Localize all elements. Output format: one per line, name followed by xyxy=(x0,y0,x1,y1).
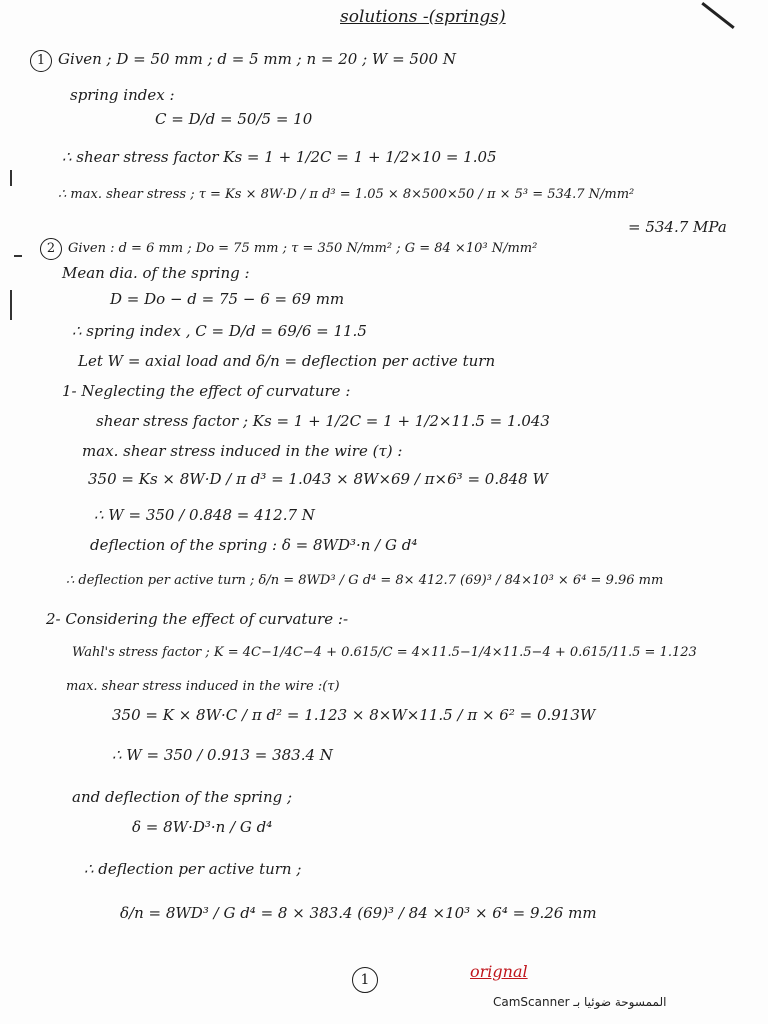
q2-deflection2-turn-label: ∴ deflection per active turn ; xyxy=(84,860,302,878)
q1-index-label: spring index : xyxy=(70,86,175,104)
camscanner-watermark: CamScanner الممسوحة ضوئيا بـ xyxy=(493,995,667,1009)
q2-w1: ∴ W = 350 / 0.848 = 412.7 N xyxy=(94,506,315,524)
q2-ks-line: shear stress factor ; Ks = 1 + 1/2C = 1 + 1/2×11.5 = 1.043 xyxy=(96,412,550,430)
page-title: solutions -(springs) xyxy=(340,7,506,27)
page-number: 1 xyxy=(352,967,378,993)
margin-mark xyxy=(10,290,12,320)
q2-number: 2 xyxy=(40,238,62,260)
q1-given: Given ; D = 50 mm ; d = 5 mm ; n = 20 ; W = 500 N xyxy=(58,50,456,68)
margin-mark xyxy=(10,170,12,186)
q2-part2-heading: 2- Considering the effect of curvature :- xyxy=(46,610,349,628)
q2-part1-heading: 1- Neglecting the effect of curvature : xyxy=(62,382,351,400)
q1-max-shear: ∴ max. shear stress ; τ = Ks × 8W·D / π d³ = 1.05 × 8×500×50 / π × 5³ = 534.7 N/mm² xyxy=(58,187,635,202)
original-stamp: orignal xyxy=(470,962,528,981)
q2-max-shear2-label: max. shear stress induced in the wire :(τ) xyxy=(66,679,340,694)
pen-mark xyxy=(701,2,734,29)
q2-given-line xyxy=(40,238,537,260)
q2-eq2: 350 = K × 8W·C / π d² = 1.123 × 8×W×11.5 / π × 6² = 0.913W xyxy=(112,706,596,724)
margin-mark xyxy=(14,255,22,257)
q2-D-eq: D = Do − d = 75 − 6 = 69 mm xyxy=(110,290,345,308)
q2-given: Given : d = 6 mm ; Do = 75 mm ; τ = 350 N/mm² ; G = 84 ×10³ N/mm² xyxy=(68,241,538,256)
q2-deflection2-eq: δ = 8W·D³·n / G d⁴ xyxy=(132,818,273,836)
q2-deflection2-label: and deflection of the spring ; xyxy=(72,788,293,806)
q2-max-shear-label: max. shear stress induced in the wire (τ) : xyxy=(82,442,403,460)
q1-result: = 534.7 MPa xyxy=(628,218,727,236)
q2-deflection-label: deflection of the spring : δ = 8WD³·n / G d⁴ xyxy=(90,536,418,554)
q1-number: 1 xyxy=(30,50,52,72)
q1-shear-factor: ∴ shear stress factor Ks = 1 + 1/2C = 1 + 1/2×10 = 1.05 xyxy=(62,148,497,166)
q2-w2: ∴ W = 350 / 0.913 = 383.4 N xyxy=(112,746,333,764)
q2-mean-dia-label: Mean dia. of the spring : xyxy=(62,264,250,282)
q2-index-eq: ∴ spring index , C = D/d = 69/6 = 11.5 xyxy=(72,322,367,340)
q2-let-line: Let W = axial load and δ/n = deflection per active turn xyxy=(78,352,496,370)
q2-wahl-line: Wahl's stress factor ; K = 4C−1/4C−4 + 0.615/C = 4×11.5−1/4×11.5−4 + 0.615/11.5 = 1.123 xyxy=(72,645,697,660)
q2-deflection2-turn: δ/n = 8WD³ / G d⁴ = 8 × 383.4 (69)³ / 84 ×10³ × 6⁴ = 9.26 mm xyxy=(120,904,597,922)
q1-given-line xyxy=(30,50,456,72)
q1-index-eq: C = D/d = 50/5 = 10 xyxy=(155,110,313,128)
q2-deflection-per-turn: ∴ deflection per active turn ; δ/n = 8WD³ / G d⁴ = 8× 412.7 (69)³ / 84×10³ × 6⁴ = 9.96 mm xyxy=(66,573,664,588)
q2-eq1: 350 = Ks × 8W·D / π d³ = 1.043 × 8W×69 / π×6³ = 0.848 W xyxy=(88,470,548,488)
